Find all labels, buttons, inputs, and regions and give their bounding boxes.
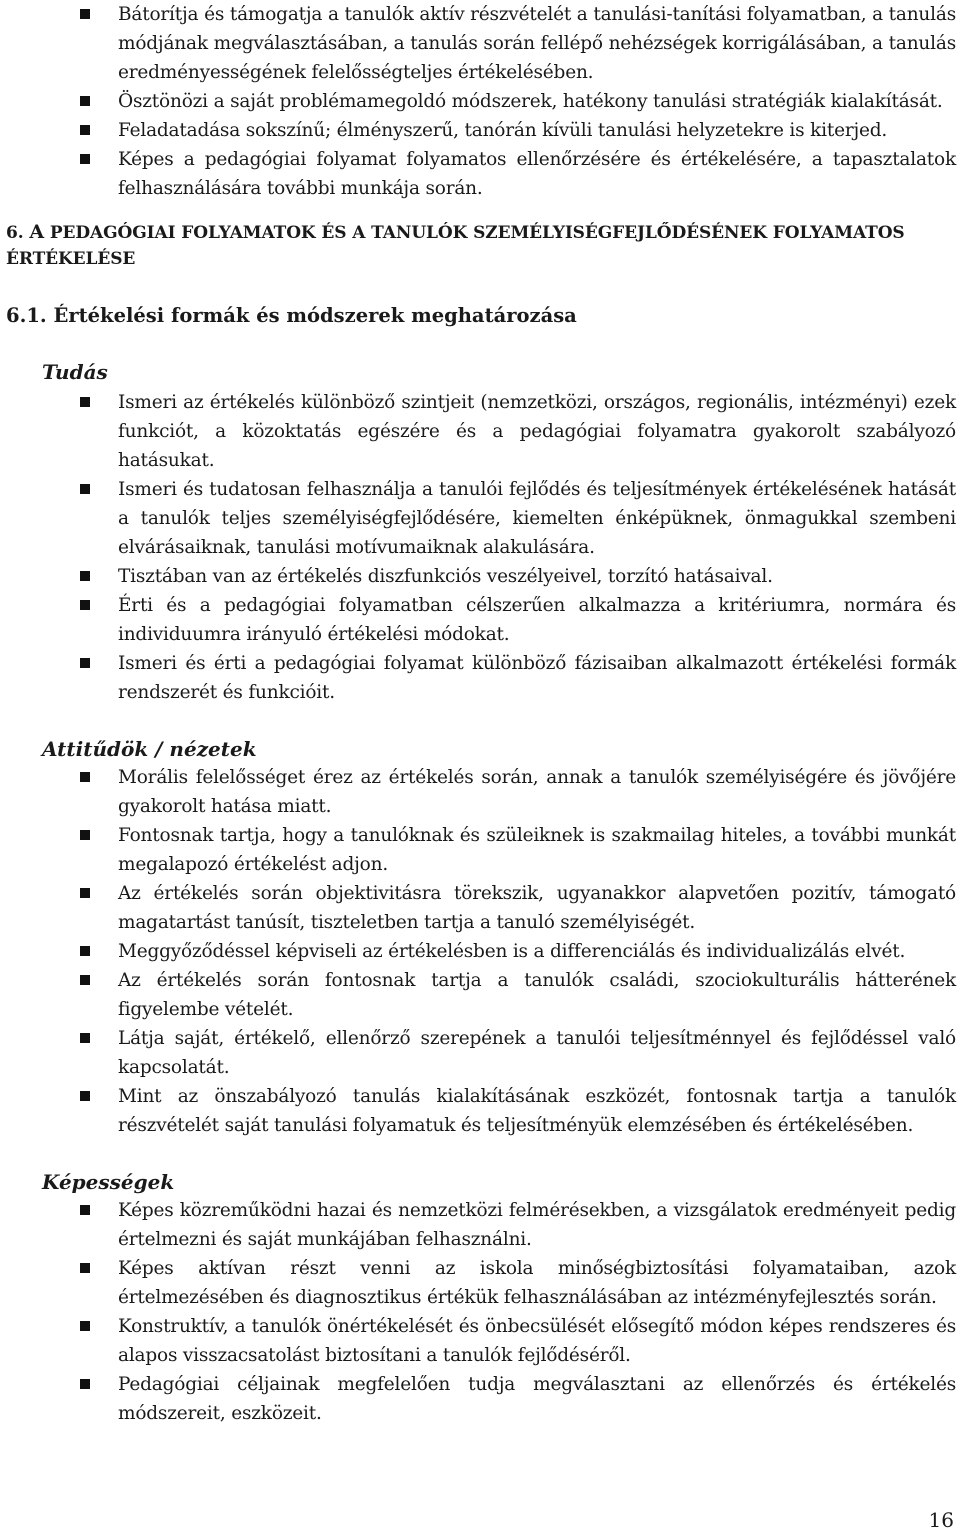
square-bullet-icon: [80, 96, 90, 106]
list-item-text: Pedagógiai céljainak megfelelően tudja megválasztani az ellenőrzés és értékelés módszereit, eszközeit.: [118, 1374, 956, 1424]
square-bullet-icon: [80, 658, 90, 668]
square-bullet-icon: [80, 946, 90, 956]
intro-list: [0, 0, 960, 203]
square-bullet-icon: [80, 9, 90, 19]
list-item: [0, 937, 960, 966]
list-item: [0, 1196, 960, 1254]
square-bullet-icon: [80, 1263, 90, 1273]
list-item-text: Ismeri és tudatosan felhasználja a tanulói fejlődés és teljesítmények értékelésének hatását a tanulók teljes személyiségfejlődésére, kiemelten énképüknek, önmagukkal szembeni elvárásaiknak, tanulási motívumaiknak alakulására.: [118, 479, 956, 558]
list-item-text: Ismeri és érti a pedagógiai folyamat különböző fázisaiban alkalmazott értékelési formák rendszerét és funkcióit.: [118, 653, 956, 703]
attitudok-heading: Attitűdök / nézetek: [42, 737, 257, 761]
list-item-text: Az értékelés során fontosnak tartja a tanulók családi, szociokulturális hátterének figyelembe vételét.: [118, 970, 956, 1020]
square-bullet-icon: [80, 772, 90, 782]
section-number: 6.: [6, 223, 24, 243]
square-bullet-icon: [80, 125, 90, 135]
list-item: [0, 649, 960, 707]
list-item: [0, 966, 960, 1024]
attitudok-list: [0, 763, 960, 1140]
list-item: [0, 821, 960, 879]
list-item-text: Képes közreműködni hazai és nemzetközi felmérésekben, a vizsgálatok eredményeit pedig értelmezni és saját munkájában felhasználni.: [118, 1200, 956, 1250]
list-item: [0, 763, 960, 821]
section-heading: [6, 219, 960, 272]
square-bullet-icon: [80, 484, 90, 494]
list-item-text: Meggyőződéssel képviseli az értékelésben is a differenciálás és individualizálás elvét.: [118, 941, 906, 962]
square-bullet-icon: [80, 571, 90, 581]
list-item-text: Ismeri az értékelés különböző szintjeit (nemzetközi, országos, regionális, intézményi) ezek funkciót, a közoktatás egészére és a pedagógiai folyamatra gyakorolt szabályozó hatásukat.: [118, 392, 956, 471]
kepessegek-list: [0, 1196, 960, 1428]
square-bullet-icon: [80, 1091, 90, 1101]
list-item: [0, 0, 960, 87]
tudas-heading: Tudás: [42, 360, 108, 384]
list-item: [0, 562, 960, 591]
list-item: [0, 1024, 960, 1082]
list-item-text: Látja saját, értékelő, ellenőrző szerepének a tanulói teljesítménnyel és fejlődéssel való kapcsolatát.: [118, 1028, 956, 1078]
square-bullet-icon: [80, 888, 90, 898]
list-item-text: Feladatadása sokszínű; élményszerű, tanórán kívüli tanulási helyzetekre is kiterjed.: [118, 120, 888, 141]
list-item-text: Tisztában van az értékelés diszfunkciós veszélyeivel, torzító hatásaival.: [118, 566, 773, 587]
list-item-text: Mint az önszabályozó tanulás kialakításának eszközét, fontosnak tartja a tanulók részvételét saját tanulási folyamatuk és teljesítményük elemzésében és értékelésében.: [118, 1086, 956, 1136]
square-bullet-icon: [80, 1321, 90, 1331]
square-bullet-icon: [80, 397, 90, 407]
section-title-rest: PEDAGÓGIAI FOLYAMATOK ÉS A TANULÓK SZEMÉLYISÉGFEJLŐDÉSÉNEK FOLYAMATOS ÉRTÉKELÉSE: [6, 223, 905, 269]
square-bullet-icon: [80, 154, 90, 164]
tudas-list: [0, 388, 960, 707]
list-item-text: Fontosnak tartja, hogy a tanulóknak és szüleiknek is szakmailag hiteles, a további munkát megalapozó értékelést adjon.: [118, 825, 956, 875]
list-item: [0, 388, 960, 475]
list-item-text: Képes a pedagógiai folyamat folyamatos ellenőrzésére és értékelésére, a tapasztalatok felhasználására további munkája során.: [118, 149, 956, 199]
subsection-heading: 6.1. Értékelési formák és módszerek meghatározása: [6, 304, 577, 327]
list-item-text: Képes aktívan részt venni az iskola minőségbiztosítási folyamataiban, azok értelmezésében és diagnosztikus értékük felhasználásában az intézményfejlesztés során.: [118, 1258, 956, 1308]
list-item: [0, 1370, 960, 1428]
square-bullet-icon: [80, 975, 90, 985]
list-item: [0, 1082, 960, 1140]
square-bullet-icon: [80, 600, 90, 610]
square-bullet-icon: [80, 1379, 90, 1389]
list-item-text: Az értékelés során objektivitásra törekszik, ugyanakkor alapvetően pozitív, támogató magatartást tanúsít, tiszteletben tartja a tanuló személyiségét.: [118, 883, 956, 933]
list-item: [0, 879, 960, 937]
list-item-text: Bátorítja és támogatja a tanulók aktív részvételét a tanulási-tanítási folyamatban, a tanulás módjának megválasztásában, a tanulás során fellépő nehézségek korrigálásában, a tanulás eredményességének felelősségteljes értékelésében.: [118, 4, 956, 83]
square-bullet-icon: [80, 830, 90, 840]
square-bullet-icon: [80, 1205, 90, 1215]
list-item: [0, 591, 960, 649]
page-number: 16: [928, 1508, 954, 1532]
list-item-text: Konstruktív, a tanulók önértékelését és önbecsülését elősegítő módon képes rendszeres és alapos visszacsatolást biztosítani a tanulók fejlődéséről.: [118, 1316, 956, 1366]
list-item: [0, 1254, 960, 1312]
list-item-text: Érti és a pedagógiai folyamatban célszerűen alkalmazza a kritériumra, normára és individuumra irányuló értékelési módokat.: [118, 595, 956, 645]
kepessegek-heading: Képességek: [42, 1170, 175, 1194]
square-bullet-icon: [80, 1033, 90, 1043]
list-item: [0, 475, 960, 562]
list-item: [0, 87, 960, 116]
list-item-text: Ösztönözi a saját problémamegoldó módszerek, hatékony tanulási stratégiák kialakítását.: [118, 91, 943, 112]
section-title-initial: A: [29, 221, 45, 243]
list-item-text: Morális felelősséget érez az értékelés során, annak a tanulók személyiségére és jövőjére gyakorolt hatása miatt.: [118, 767, 956, 817]
list-item: [0, 145, 960, 203]
list-item: [0, 116, 960, 145]
list-item: [0, 1312, 960, 1370]
